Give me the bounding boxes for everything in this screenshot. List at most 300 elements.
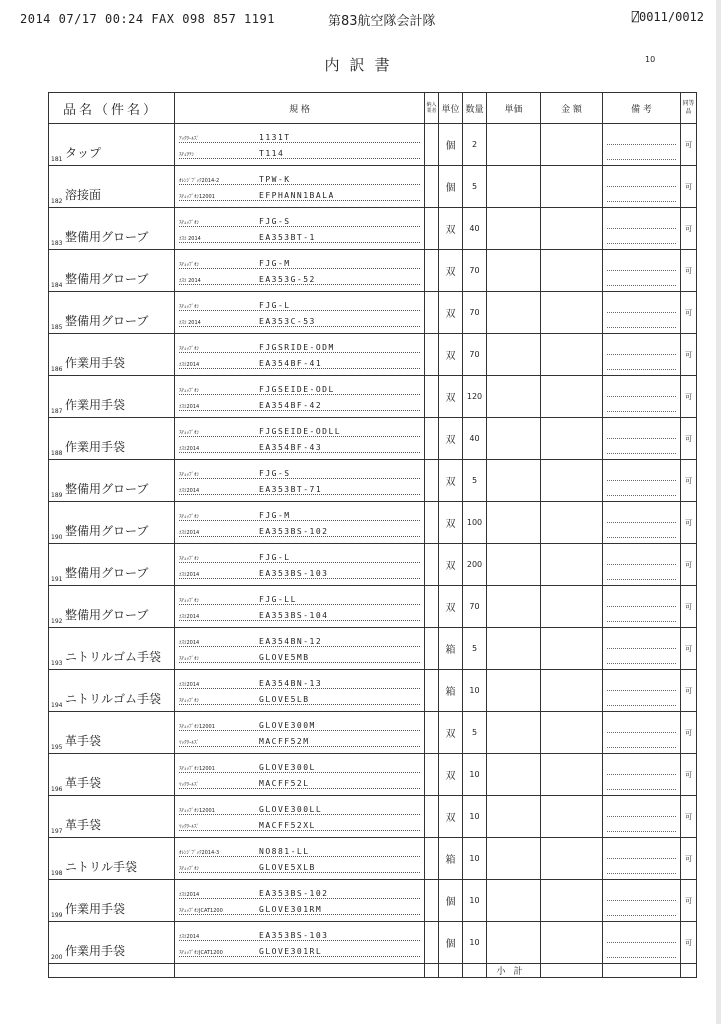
item-name: 整備用グローブ (65, 608, 149, 622)
spec-model-2: GLOVE5MB (259, 653, 310, 662)
item-name-cell (49, 460, 175, 502)
item-number: 183 (51, 240, 63, 247)
unit-price-cell (487, 754, 541, 796)
spec-maker-1: ｴｽｺ2014 (179, 682, 200, 688)
spec-model-2: MACFF52L (259, 779, 310, 788)
manufacturer-cell (425, 586, 439, 628)
unit-price-cell (487, 124, 541, 166)
table-row (49, 418, 697, 460)
amount-cell (541, 922, 603, 964)
spec-model-2: GLOVE5LB (259, 695, 310, 704)
item-name-cell (49, 124, 175, 166)
header-manufacturer: 納入業者 (425, 93, 439, 124)
spec-maker-1: ｽﾁｭｯﾌﾟｵﾝ (179, 388, 200, 394)
item-number: 181 (51, 156, 63, 163)
spec-model-2: EA353BS-102 (259, 527, 329, 536)
unit-cell: 双 (439, 586, 463, 628)
unit-cell: 双 (439, 418, 463, 460)
spec-model-2: GLOVE301RL (259, 947, 323, 956)
unit-cell: 双 (439, 796, 463, 838)
item-name: 作業用手袋 (65, 944, 126, 958)
quantity-cell: 5 (463, 712, 487, 754)
manufacturer-cell (425, 922, 439, 964)
table-row (49, 166, 697, 208)
spec-maker-1: ｵﾚﾝｼﾞﾌﾞｯｸ2014-2 (179, 178, 220, 184)
spec-cell (175, 880, 425, 922)
item-name: 革手袋 (65, 734, 102, 748)
item-name: 革手袋 (65, 818, 102, 832)
table-row (49, 796, 697, 838)
header-disclosure: 同等品 (681, 93, 697, 124)
item-name-cell (49, 754, 175, 796)
unit-price-cell (487, 376, 541, 418)
remarks-cell (603, 670, 681, 712)
spec-maker-1: ｴｽｺ2014 (179, 934, 200, 940)
spec-model-2: MACFF52M (259, 737, 310, 746)
unit-cell: 双 (439, 376, 463, 418)
spec-model-1: NO881-LL (259, 847, 310, 856)
remarks-cell (603, 460, 681, 502)
amount-cell (541, 124, 603, 166)
quantity-cell: 10 (463, 922, 487, 964)
amount-cell (541, 586, 603, 628)
disclosure-cell: 可 (681, 460, 697, 502)
remarks-cell (603, 712, 681, 754)
unit-cell: 箱 (439, 628, 463, 670)
quantity-cell: 70 (463, 250, 487, 292)
disclosure-cell: 可 (681, 166, 697, 208)
disclosure-cell: 可 (681, 712, 697, 754)
item-name: ニトリルゴム手袋 (65, 650, 162, 664)
header-remarks: 備 考 (603, 93, 681, 124)
manufacturer-cell (425, 250, 439, 292)
spec-maker-2: ｴｽｺ2014 (179, 614, 200, 620)
spec-maker-1: ｽﾁｭｯﾌﾟｵﾝ (179, 556, 200, 562)
table-row (49, 712, 697, 754)
manufacturer-cell (425, 712, 439, 754)
quantity-cell: 10 (463, 880, 487, 922)
item-number: 193 (51, 660, 63, 667)
quantity-cell: 70 (463, 292, 487, 334)
unit-cell: 個 (439, 922, 463, 964)
spec-model-2: EA353BT-1 (259, 233, 316, 242)
fax-page-counter: ⍁0011/0012 (631, 10, 704, 24)
amount-cell (541, 544, 603, 586)
spec-maker-2: ﾏｯｸﾜｰﾙｽﾞ (179, 740, 200, 746)
amount-cell (541, 838, 603, 880)
table-row (49, 544, 697, 586)
unit-price-cell (487, 208, 541, 250)
manufacturer-cell (425, 796, 439, 838)
table-row (49, 670, 697, 712)
manufacturer-cell (425, 418, 439, 460)
spec-cell (175, 166, 425, 208)
spec-model-2: EA353G-52 (259, 275, 316, 284)
item-name: 革手袋 (65, 776, 102, 790)
spec-model-1: GLOVE300L (259, 763, 316, 772)
remarks-cell (603, 880, 681, 922)
item-name: 作業用手袋 (65, 902, 126, 916)
spec-maker-1: ｽﾁｭｯﾌﾟｵﾝ (179, 598, 200, 604)
amount-cell (541, 754, 603, 796)
quantity-cell: 10 (463, 754, 487, 796)
spec-cell (175, 586, 425, 628)
unit-price-cell (487, 796, 541, 838)
unit-cell: 双 (439, 250, 463, 292)
quantity-cell: 5 (463, 628, 487, 670)
spec-model-1: FJG-M (259, 259, 291, 268)
spec-model-2: EA353C-53 (259, 317, 316, 326)
amount-cell (541, 502, 603, 544)
fax-header (20, 10, 704, 32)
table-row (49, 628, 697, 670)
spec-model-2: GLOVE301RM (259, 905, 323, 914)
amount-cell (541, 334, 603, 376)
item-name-cell (49, 544, 175, 586)
item-name-cell (49, 586, 175, 628)
spec-maker-2: ｽﾁｭｯﾌﾟｵﾝ12001 (179, 194, 215, 200)
table-row (49, 124, 697, 166)
spec-model-1: EA353BS-103 (259, 931, 329, 940)
spec-maker-1: ｽﾁｭｯﾌﾟｵﾝ (179, 430, 200, 436)
spec-maker-1: ｴｽｺ2014 (179, 640, 200, 646)
spec-model-2: MACFF52XL (259, 821, 316, 830)
unit-price-cell (487, 670, 541, 712)
disclosure-cell: 可 (681, 838, 697, 880)
spec-cell (175, 334, 425, 376)
amount-cell (541, 880, 603, 922)
amount-cell (541, 166, 603, 208)
manufacturer-cell (425, 334, 439, 376)
quantity-cell: 10 (463, 670, 487, 712)
quantity-cell: 70 (463, 334, 487, 376)
table-row (49, 292, 697, 334)
item-number: 199 (51, 912, 63, 919)
item-name-cell (49, 628, 175, 670)
scan-edge (716, 0, 721, 1024)
table-row (49, 208, 697, 250)
spec-maker-1: ｵﾚﾝｼﾞﾌﾞｯｸ2014-3 (179, 850, 220, 856)
spec-maker-2: ｴｽｺ 2014 (179, 236, 201, 242)
unit-price-cell (487, 544, 541, 586)
manufacturer-cell (425, 208, 439, 250)
spec-model-1: TPW-K (259, 175, 291, 184)
spec-maker-2: ｽﾁｭﾜﾃﾝ (179, 152, 195, 158)
spec-maker-1: ｴｽｺ2014 (179, 892, 200, 898)
item-name-cell (49, 922, 175, 964)
disclosure-cell: 可 (681, 586, 697, 628)
spec-model-1: FJGSRIDE-ODM (259, 343, 335, 352)
spec-cell (175, 208, 425, 250)
unit-cell: 双 (439, 712, 463, 754)
item-number: 185 (51, 324, 63, 331)
header-unit: 単位 (439, 93, 463, 124)
spec-maker-1: ｱｯｸﾜｰﾙｽﾞ (179, 136, 200, 142)
unit-cell: 箱 (439, 670, 463, 712)
item-name-cell (49, 166, 175, 208)
fax-timestamp-line: 2014 07/17 00:24 FAX 098 857 1191 (20, 12, 275, 26)
remarks-cell (603, 208, 681, 250)
spec-model-1: FJG-L (259, 301, 291, 310)
spec-cell (175, 460, 425, 502)
remarks-cell (603, 502, 681, 544)
remarks-cell (603, 922, 681, 964)
disclosure-cell: 可 (681, 880, 697, 922)
spec-cell (175, 670, 425, 712)
spec-maker-1: ｽﾁｭｯﾌﾟｵﾝ (179, 514, 200, 520)
unit-price-cell (487, 880, 541, 922)
amount-cell (541, 208, 603, 250)
item-name-cell (49, 712, 175, 754)
disclosure-cell: 可 (681, 250, 697, 292)
item-number: 184 (51, 282, 63, 289)
spec-model-1: FJG-LL (259, 595, 297, 604)
remarks-cell (603, 544, 681, 586)
spec-model-2: EA353BT-71 (259, 485, 323, 494)
item-name-cell (49, 880, 175, 922)
quantity-cell: 100 (463, 502, 487, 544)
manufacturer-cell (425, 838, 439, 880)
item-number: 190 (51, 534, 63, 541)
table-row (49, 376, 697, 418)
disclosure-cell: 可 (681, 628, 697, 670)
item-name: ニトリル手袋 (65, 860, 138, 874)
spec-cell (175, 292, 425, 334)
item-name: 整備用グローブ (65, 272, 149, 286)
amount-cell (541, 376, 603, 418)
item-name-cell (49, 418, 175, 460)
unit-cell: 個 (439, 124, 463, 166)
remarks-cell (603, 838, 681, 880)
quantity-cell: 5 (463, 166, 487, 208)
spec-maker-2: ｽﾁｭｯﾌﾟｵﾝ (179, 866, 200, 872)
table-row (49, 838, 697, 880)
remarks-cell (603, 418, 681, 460)
spec-maker-1: ｽﾁｭｯﾌﾟｵﾝ (179, 346, 200, 352)
unit-price-cell (487, 418, 541, 460)
subtotal-row (49, 964, 697, 978)
item-name: タップ (65, 146, 102, 160)
quantity-cell: 120 (463, 376, 487, 418)
spec-model-2: EA353BS-104 (259, 611, 329, 620)
item-name-cell (49, 334, 175, 376)
item-number: 187 (51, 408, 63, 415)
spec-maker-2: ｴｽｺ2014 (179, 572, 200, 578)
unit-cell: 双 (439, 502, 463, 544)
amount-cell (541, 250, 603, 292)
spec-cell (175, 754, 425, 796)
unit-price-cell (487, 166, 541, 208)
spec-maker-1: ｽﾁｭｯﾌﾟｵﾝ (179, 220, 200, 226)
remarks-cell (603, 628, 681, 670)
disclosure-cell: 可 (681, 292, 697, 334)
spec-model-1: FJG-S (259, 217, 291, 226)
spec-model-1: FJG-S (259, 469, 291, 478)
manufacturer-cell (425, 628, 439, 670)
manufacturer-cell (425, 502, 439, 544)
amount-cell (541, 418, 603, 460)
item-name: 作業用手袋 (65, 440, 126, 454)
item-name-cell (49, 208, 175, 250)
header-amount: 金 額 (541, 93, 603, 124)
item-number: 182 (51, 198, 63, 205)
disclosure-cell: 可 (681, 502, 697, 544)
spec-maker-2: ｽﾁｭｯﾌﾟｵﾝ (179, 698, 200, 704)
remarks-cell (603, 796, 681, 838)
spec-cell (175, 796, 425, 838)
item-name-cell (49, 838, 175, 880)
spec-cell (175, 124, 425, 166)
item-name-cell (49, 502, 175, 544)
spec-maker-1: ｽﾁｭｯﾌﾟｵﾝ (179, 304, 200, 310)
remarks-cell (603, 292, 681, 334)
item-number: 198 (51, 870, 63, 877)
spec-maker-2: ｽﾁｭｯﾌﾟｵﾝJCAT1200 (179, 908, 223, 914)
manufacturer-cell (425, 880, 439, 922)
spec-model-1: FJGSEIDE-ODLL (259, 427, 342, 436)
manufacturer-cell (425, 544, 439, 586)
unit-cell: 個 (439, 880, 463, 922)
spec-model-2: EFPHANN1BALA (259, 191, 335, 200)
quantity-cell: 70 (463, 586, 487, 628)
spec-maker-2: ﾏｯｸﾜｰﾙｽﾞ (179, 782, 200, 788)
spec-cell (175, 922, 425, 964)
remarks-cell (603, 334, 681, 376)
spec-maker-2: ｴｽｺ2014 (179, 488, 200, 494)
item-number: 191 (51, 576, 63, 583)
manufacturer-cell (425, 166, 439, 208)
quantity-cell: 200 (463, 544, 487, 586)
amount-cell (541, 712, 603, 754)
remarks-cell (603, 754, 681, 796)
manufacturer-cell (425, 754, 439, 796)
disclosure-cell: 可 (681, 208, 697, 250)
spec-maker-2: ｽﾁｭｯﾌﾟｵﾝJCAT1200 (179, 950, 223, 956)
fax-sender-name: 第83航空隊会計隊 (328, 14, 436, 29)
unit-cell: 個 (439, 166, 463, 208)
item-name: 整備用グローブ (65, 314, 149, 328)
item-name-cell (49, 670, 175, 712)
unit-price-cell (487, 460, 541, 502)
header-unit-price: 単価 (487, 93, 541, 124)
table-row (49, 880, 697, 922)
disclosure-cell: 可 (681, 544, 697, 586)
item-name-cell (49, 796, 175, 838)
quantity-cell: 40 (463, 418, 487, 460)
table-row (49, 502, 697, 544)
item-name: 整備用グローブ (65, 482, 149, 496)
spec-maker-1: ｽﾁｭｯﾌﾟｵﾝ12001 (179, 808, 215, 814)
unit-price-cell (487, 838, 541, 880)
quantity-cell: 2 (463, 124, 487, 166)
spec-model-2: T114 (259, 149, 285, 158)
spec-cell (175, 838, 425, 880)
item-name: 作業用手袋 (65, 356, 126, 370)
table-row (49, 460, 697, 502)
item-name-cell (49, 292, 175, 334)
spec-cell (175, 418, 425, 460)
remarks-cell (603, 376, 681, 418)
manufacturer-cell (425, 460, 439, 502)
spec-cell (175, 250, 425, 292)
table-row (49, 334, 697, 376)
unit-cell: 双 (439, 754, 463, 796)
document-title: 内訳書 (324, 56, 400, 74)
spec-maker-2: ｴｽｺ2014 (179, 530, 200, 536)
disclosure-cell: 可 (681, 418, 697, 460)
spec-maker-2: ｴｽｺ2014 (179, 404, 200, 410)
spec-model-1: 1131T (259, 133, 291, 142)
spec-model-1: FJGSEIDE-ODL (259, 385, 335, 394)
disclosure-cell: 可 (681, 796, 697, 838)
unit-price-cell (487, 922, 541, 964)
item-name: ニトリルゴム手袋 (65, 692, 162, 706)
quantity-cell: 10 (463, 838, 487, 880)
table-row (49, 922, 697, 964)
item-number: 188 (51, 450, 63, 457)
item-number: 192 (51, 618, 63, 625)
spec-maker-1: ｽﾁｭｯﾌﾟｵﾝ12001 (179, 724, 215, 730)
manufacturer-cell (425, 124, 439, 166)
spec-model-2: EA354BF-43 (259, 443, 323, 452)
remarks-cell (603, 586, 681, 628)
unit-cell: 双 (439, 544, 463, 586)
disclosure-cell: 可 (681, 376, 697, 418)
unit-price-cell (487, 334, 541, 376)
spec-model-1: FJG-L (259, 553, 291, 562)
item-name: 整備用グローブ (65, 230, 149, 244)
item-number: 200 (51, 954, 63, 961)
item-number: 194 (51, 702, 63, 709)
item-number: 186 (51, 366, 63, 373)
spec-maker-2: ｴｽｺ 2014 (179, 278, 201, 284)
page-number: 10 (645, 55, 656, 64)
spec-maker-2: ｴｽｺ 2014 (179, 320, 201, 326)
amount-cell (541, 628, 603, 670)
item-name-cell (49, 376, 175, 418)
unit-cell: 双 (439, 208, 463, 250)
unit-price-cell (487, 712, 541, 754)
item-name: 整備用グローブ (65, 524, 149, 538)
item-name: 整備用グローブ (65, 566, 149, 580)
table-header-row (49, 93, 697, 124)
spec-model-2: EA354BF-42 (259, 401, 323, 410)
remarks-cell (603, 250, 681, 292)
quantity-cell: 5 (463, 460, 487, 502)
spec-model-1: GLOVE300M (259, 721, 316, 730)
spec-model-2: EA354BF-41 (259, 359, 323, 368)
unit-price-cell (487, 586, 541, 628)
spec-cell (175, 544, 425, 586)
spec-maker-2: ﾏｯｸﾜｰﾙｽﾞ (179, 824, 200, 830)
spec-model-1: FJG-M (259, 511, 291, 520)
disclosure-cell: 可 (681, 334, 697, 376)
manufacturer-cell (425, 292, 439, 334)
spec-maker-1: ｽﾁｭｯﾌﾟｵﾝ12001 (179, 766, 215, 772)
item-number: 196 (51, 786, 63, 793)
unit-cell: 箱 (439, 838, 463, 880)
amount-cell (541, 670, 603, 712)
spec-cell (175, 628, 425, 670)
itemized-table (48, 92, 697, 978)
spec-maker-1: ｽﾁｭｯﾌﾟｵﾝ (179, 472, 200, 478)
spec-maker-2: ｴｽｺ2014 (179, 362, 200, 368)
spec-model-2: GLOVE5XLB (259, 863, 316, 872)
spec-model-1: EA353BS-102 (259, 889, 329, 898)
table-row (49, 586, 697, 628)
unit-cell: 双 (439, 292, 463, 334)
item-name-cell (49, 250, 175, 292)
